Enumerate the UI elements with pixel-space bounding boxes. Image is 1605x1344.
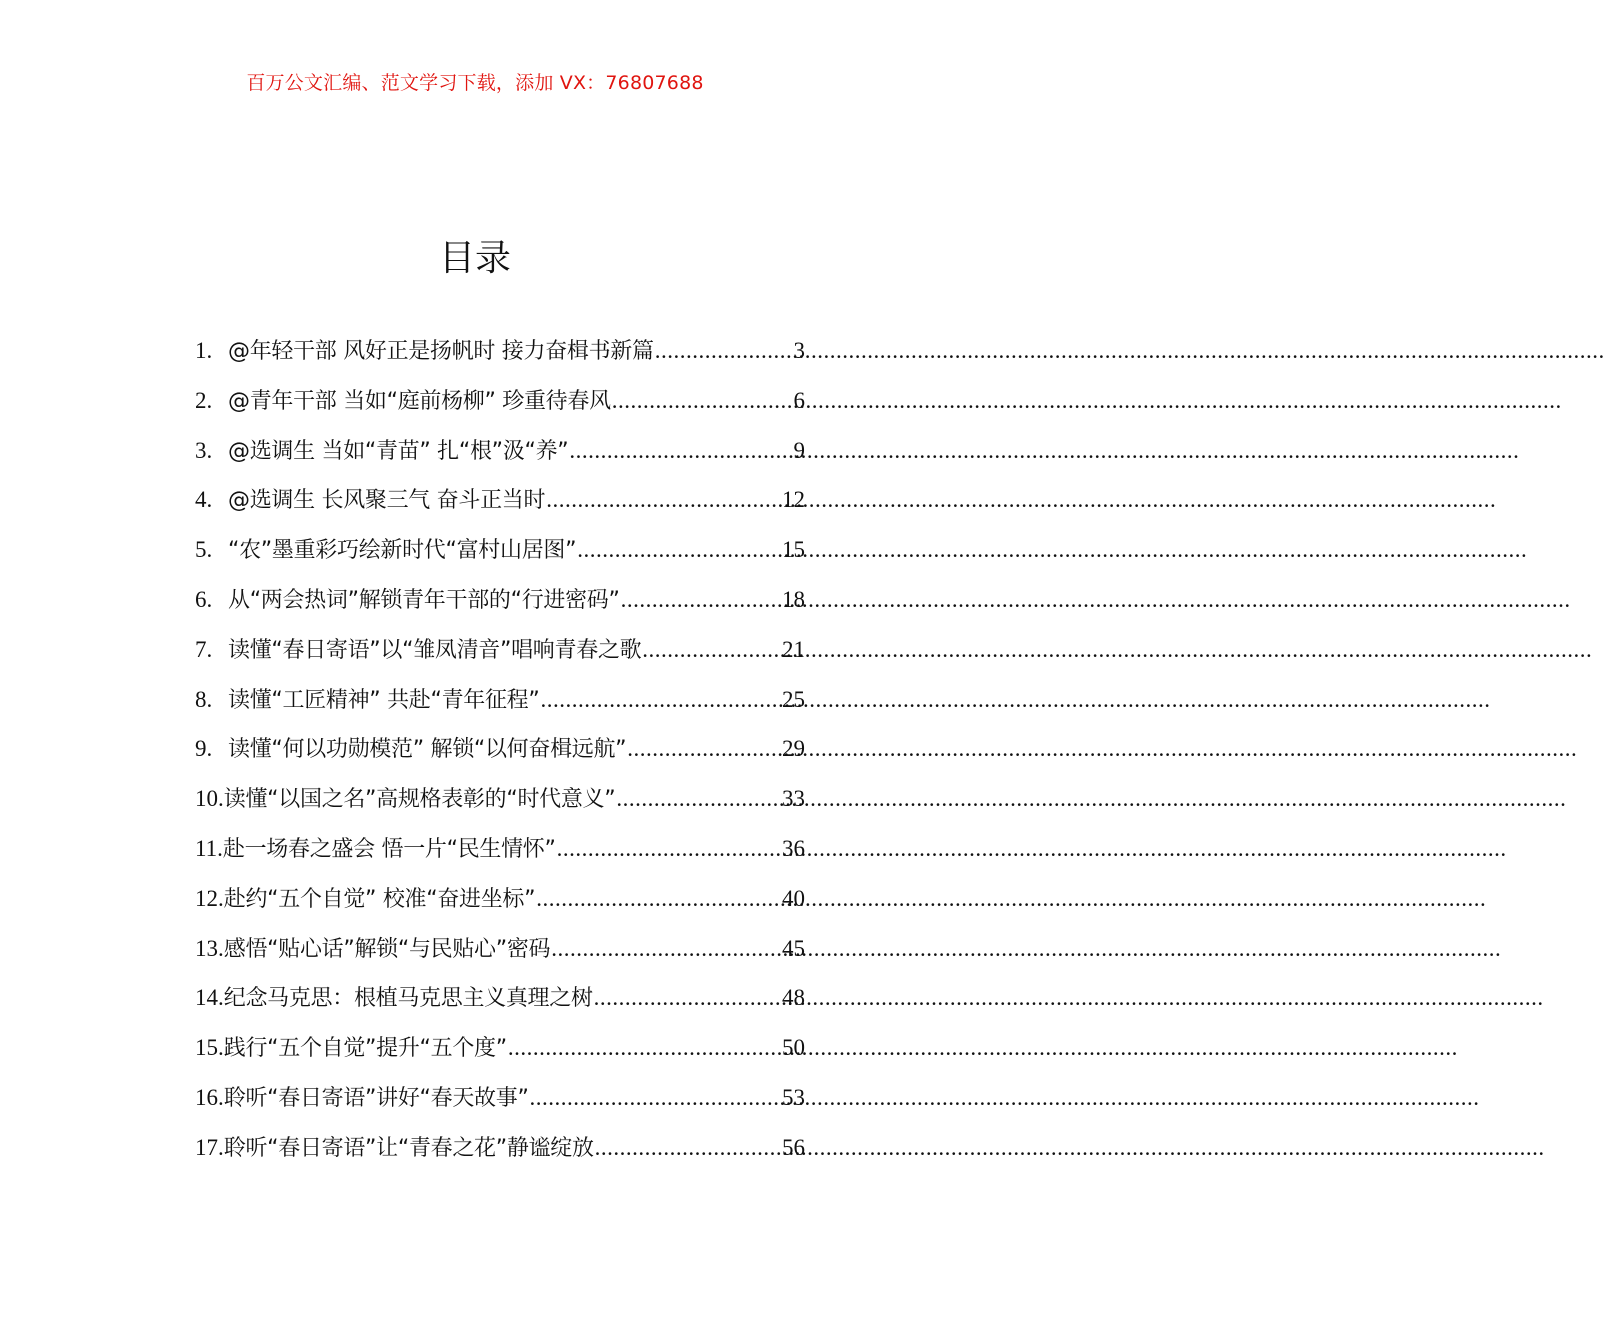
toc-entry-title: 读懂“以国之名”高规格表彰的“时代意义” [223, 787, 616, 813]
toc-entry-number: 17. [195, 1134, 224, 1160]
toc-entry-page-number: 3 [793, 338, 805, 363]
toc-entry-page-number: 33 [782, 786, 805, 812]
toc-entry-number: 2. [195, 387, 213, 413]
toc-dot-leader [595, 1135, 781, 1161]
toc-entry-number: 12. [195, 885, 224, 911]
toc-dot-leader [569, 438, 792, 464]
toc-entry[interactable] [195, 483, 805, 533]
toc-entry-title: 赴约“五个自觉” 校准“奋进坐标” [223, 886, 536, 912]
toc-entry-title: 聆听“春日寄语”讲好“春天故事” [223, 1085, 529, 1111]
toc-entry-page-number: 25 [782, 686, 805, 712]
toc-dot-leader [546, 487, 781, 513]
toc-entry[interactable] [195, 1031, 805, 1081]
toc-entry-title: 从“两会热词”解锁青年干部的“行进密码” [228, 587, 620, 613]
toc-dot-leader [627, 736, 781, 762]
watermark-header: 百万公文汇编、范文学习下载，添加 VX：76807688 [246, 72, 704, 94]
toc-entry-title: 读懂“何以功勋模范” 解锁“以何奋楫远航” [228, 737, 627, 763]
toc-dot-leader [551, 936, 781, 962]
toc-entry-page-number: 9 [793, 437, 805, 463]
toc-entry[interactable] [195, 782, 805, 832]
toc-entry-title: 读懂“春日寄语”以“雏凤清音”唱响青春之歌 [228, 637, 642, 663]
toc-entry[interactable] [195, 434, 805, 484]
toc-dot-leader [594, 985, 781, 1011]
toc-dot-leader [540, 687, 781, 713]
toc-entry[interactable] [195, 384, 805, 434]
toc-entry-number: 9. [195, 736, 213, 762]
toc-entry-page-number: 29 [782, 736, 805, 762]
toc-dot-leader [508, 1035, 781, 1061]
toc-entry-page-number: 12 [782, 487, 805, 513]
toc-entry-number: 14. [195, 985, 224, 1011]
toc-entry-number: 3. [195, 437, 213, 463]
toc-entry-page-number: 6 [793, 387, 805, 413]
toc-entry-page-number: 15 [782, 537, 805, 563]
toc-entry[interactable] [195, 832, 805, 882]
toc-entry-title: @年轻干部 风好正是扬帆时 接力奋楫书新篇 [228, 339, 654, 364]
toc-entry-title: 聆听“春日寄语”让“青春之花”静谧绽放 [223, 1135, 594, 1161]
toc-entry-title: 践行“五个自觉”提升“五个度” [223, 1036, 507, 1062]
toc-dot-leader [642, 637, 781, 663]
toc-entry[interactable] [195, 683, 805, 733]
toc-entry-title: @选调生 长风聚三气 奋斗正当时 [228, 488, 546, 514]
toc-entry[interactable] [195, 932, 805, 982]
toc-entry-number: 6. [195, 586, 213, 612]
toc-entry-number: 15. [195, 1035, 224, 1061]
toc-entry[interactable] [195, 882, 805, 932]
toc-dot-leader [577, 537, 781, 563]
toc-entry-number: 7. [195, 636, 213, 662]
toc-dot-leader [557, 836, 781, 862]
toc-entry-title: 赴一场春之盛会 悟一片“民生情怀” [222, 836, 556, 862]
toc-entry[interactable] [195, 1081, 805, 1131]
toc-entry[interactable] [195, 334, 805, 384]
toc-entry-page-number: 21 [782, 636, 805, 662]
toc-entry[interactable] [195, 633, 805, 683]
toc-dot-leader [655, 338, 793, 364]
toc-entry-title: 读懂“工匠精神” 共赴“青年征程” [228, 687, 540, 713]
toc-dot-leader [612, 388, 793, 414]
toc-entry-title: 纪念马克思：根植马克思主义真理之树 [223, 986, 593, 1012]
toc-entry-page-number: 18 [782, 586, 805, 612]
toc-entry-page-number: 53 [782, 1084, 805, 1110]
toc-entry-title: 感悟“贴心话”解锁“与民贴心”密码 [223, 936, 551, 962]
page-title: 目录 [438, 238, 511, 279]
table-of-contents [195, 334, 805, 1181]
toc-entry-page-number: 50 [782, 1035, 805, 1061]
toc-entry-number: 16. [195, 1084, 224, 1110]
toc-entry-page-number: 45 [782, 935, 805, 961]
toc-entry-page-number: 48 [782, 985, 805, 1011]
toc-entry-page-number: 40 [782, 885, 805, 911]
toc-entry-number: 11. [195, 835, 223, 861]
toc-entry-number: 5. [195, 537, 213, 563]
toc-entry-page-number: 56 [782, 1134, 805, 1160]
toc-entry-number: 4. [195, 487, 213, 513]
toc-entry[interactable] [195, 732, 805, 782]
toc-dot-leader [536, 886, 781, 912]
toc-entry-number: 8. [195, 686, 213, 712]
toc-entry-number: 13. [195, 935, 224, 961]
toc-entry-page-number: 36 [782, 835, 805, 861]
toc-entry[interactable] [195, 583, 805, 633]
toc-dot-leader [530, 1085, 781, 1111]
toc-dot-leader [616, 786, 781, 812]
toc-entry-number: 1. [195, 338, 213, 363]
toc-entry-title: “农”墨重彩巧绘新时代“富村山居图” [228, 538, 577, 564]
toc-entry[interactable] [195, 1131, 805, 1181]
toc-entry-title: @青年干部 当如“庭前杨柳” 珍重待春风 [228, 388, 611, 414]
toc-entry-title: @选调生 当如“青苗” 扎“根”汲“养” [228, 438, 569, 464]
toc-entry[interactable] [195, 981, 805, 1031]
toc-entry-number: 10. [195, 786, 224, 812]
toc-entry[interactable] [195, 533, 805, 583]
toc-dot-leader [621, 587, 781, 613]
